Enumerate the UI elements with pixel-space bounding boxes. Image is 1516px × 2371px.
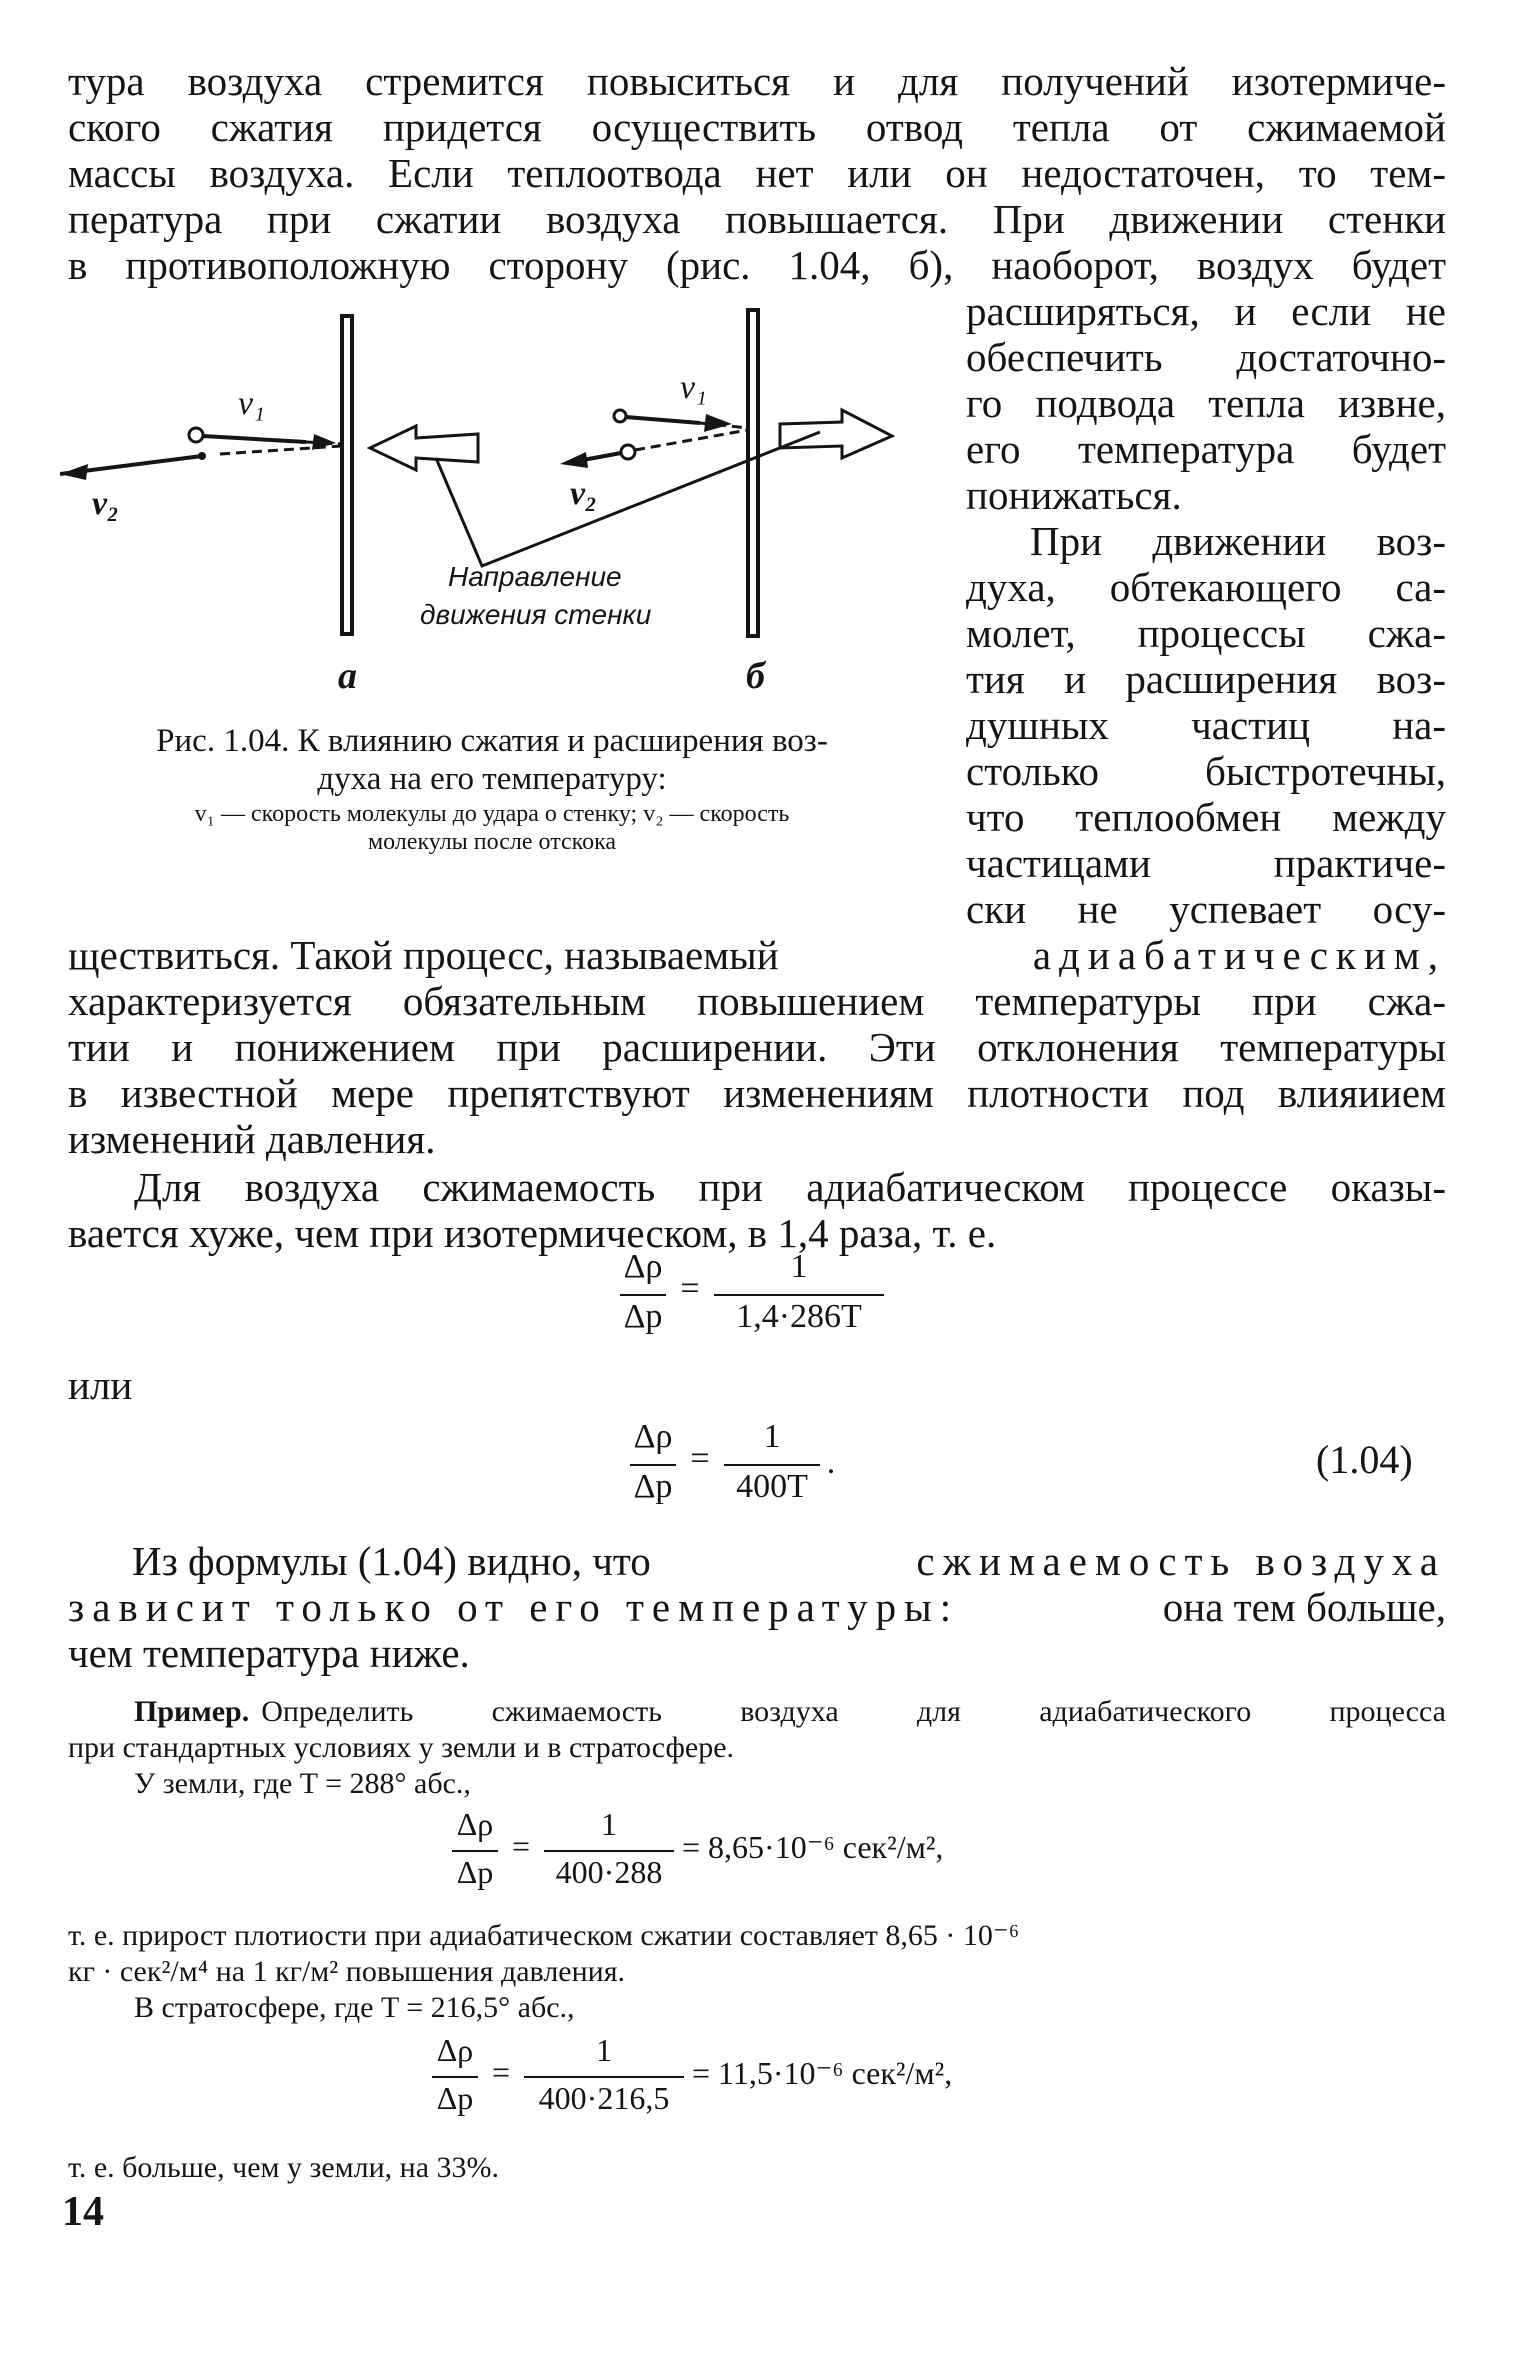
text-line: духа, обтекающего са-: [966, 564, 1446, 610]
example-line: т. е. больше, чем у земли, на 33%.: [68, 2151, 500, 2184]
eq2-num: Δρ: [633, 1418, 673, 1455]
eq2-rnum: 1: [763, 1418, 781, 1455]
text-line: го подвода тепла извне,: [966, 380, 1446, 426]
equation-4: [432, 2032, 1112, 2128]
text-line: молет, процессы сжа-: [966, 610, 1446, 656]
eq4-rnum: 1: [596, 2032, 612, 2068]
text-line: [68, 1584, 1446, 1630]
example-line: т. е. прирост плотиости при адиабатическом сжатии составляет 8,65 · 10⁻⁶: [68, 1919, 1020, 1952]
equation-1: [620, 1248, 940, 1348]
v2-a-dashed: [220, 446, 342, 454]
text-line: пература при сжатии воздуха повышается. При движении стенки: [68, 196, 1446, 242]
eq3-equals: =: [511, 1828, 531, 1864]
example-line: кг · сек²/м⁴ на 1 кг/м² повышения давления.: [68, 1955, 626, 1988]
eq4-bar: [432, 2076, 478, 2078]
v1-b-label: v₁: [680, 369, 707, 406]
text-line: чем температура ниже.: [68, 1630, 470, 1676]
eq3-rnum: 1: [601, 1806, 617, 1842]
v1-b-arrowhead: [704, 414, 732, 432]
label-a: а: [338, 655, 357, 697]
eq4-result: = 11,5·10⁻⁶ сек²/м²,: [692, 2055, 953, 2091]
example-line: В стратосфере, где T = 216,5° абс.,: [134, 1991, 575, 2024]
equation-2: [630, 1418, 890, 1518]
text-line: душных частиц на-: [966, 702, 1446, 748]
wall-b-direction-arrow: [780, 410, 892, 458]
equation-number: (1.04): [1316, 1437, 1413, 1482]
text-line: изменений давления.: [68, 1116, 436, 1162]
eq1-rbar: [714, 1294, 884, 1296]
text-line: что теплообмен между: [966, 794, 1446, 840]
page-number: 14: [62, 2189, 104, 2235]
eq4-rden: 400·216,5: [538, 2080, 670, 2116]
eq1-bar: [620, 1294, 666, 1296]
caption-legend-1: v₁ — скорость молекулы до удара о стенку; v₂ — скорость: [194, 801, 790, 827]
caption-legend-2: молекулы после отскока: [367, 829, 617, 855]
text-segment: Определить сжимаемость воздуха для адиабатического процесса: [261, 1695, 1446, 1728]
eq3-result: = 8,65·10⁻⁶ сек²/м²,: [682, 1829, 944, 1865]
term-adiabatic: адиабатическим,: [1032, 932, 1446, 978]
label-b: б: [746, 655, 765, 697]
text-line: характеризуется обязательным повышением температуры при сжа-: [68, 978, 1446, 1024]
direction-label-line1: Направление: [448, 561, 622, 592]
text-line: вается хуже, чем при изотермическом, в 1,4 раза, т. е.: [68, 1210, 997, 1256]
text-line: частицами практиче-: [966, 840, 1446, 886]
text-line: ского сжатия придется осуществить отвод тепла от сжимаемой: [68, 104, 1446, 150]
eq1-equals: =: [680, 1270, 700, 1307]
eq1-den: Δp: [623, 1298, 663, 1335]
v2-b-label: v₂: [570, 475, 597, 512]
text-line: понижаться.: [966, 472, 1182, 518]
text-line: тура воздуха стремится повыситься и для получений изотермиче-: [68, 58, 1446, 104]
text-line: его температура будет: [966, 426, 1446, 472]
text-line: [68, 932, 1446, 978]
eq2-den: Δp: [633, 1468, 673, 1505]
text-line: массы воздуха. Если теплоотвода нет или он недостаточен, то тем-: [68, 150, 1446, 196]
v2-b-arrowhead: [560, 452, 588, 468]
eq4-den: Δp: [436, 2080, 474, 2116]
wall-a: [342, 316, 352, 634]
text-line: Для воздуха сжимаемость при адиабатическом процессе оказы-: [134, 1164, 1446, 1210]
eq1-rnum: 1: [790, 1248, 808, 1285]
figure-caption: [62, 722, 922, 798]
v1-a-arrow: [203, 436, 306, 442]
eq2-equals: =: [690, 1440, 710, 1477]
wall-b: [748, 310, 758, 636]
text-line: [68, 1538, 1446, 1584]
text-line: в известной мере препятствуют изменениям плотности под влияиием: [68, 1070, 1446, 1116]
text-segment: Из формулы (1.04) видно, что: [132, 1538, 651, 1584]
figure-1-04: [60, 296, 920, 716]
v1-a-label: v₁: [238, 385, 265, 422]
emphasis-segment: зависит только от его температуры:: [68, 1584, 960, 1630]
figure-legend: [62, 800, 922, 856]
eq4-num: Δρ: [436, 2032, 474, 2068]
eq2-rbar: [724, 1464, 820, 1466]
text-segment: она тем больше,: [1162, 1584, 1446, 1630]
text-line: тии и понижением при расширении. Эти отклонения температуры: [68, 1024, 1446, 1070]
text-line: При движении воз-: [1030, 518, 1446, 564]
eq2-bar: [630, 1464, 676, 1466]
example-line: при стандартных условиях у земли и в стратосфере.: [68, 1731, 735, 1764]
text-line: ски не успевает осу-: [966, 886, 1446, 932]
eq2-rden: 400T: [736, 1468, 808, 1505]
v2-b-dashed: [635, 430, 748, 450]
example-label: Пример.: [134, 1695, 250, 1728]
v1-b-arrow: [626, 417, 700, 423]
example-line: У земли, где T = 288° абс.,: [134, 1767, 471, 1800]
eq3-bar: [452, 1850, 498, 1852]
eq3-rbar: [544, 1850, 674, 1852]
text-line: в противоположную сторону (рис. 1.04, б), наоборот, воздух будет: [68, 242, 1446, 288]
v2-a-label: v₂: [92, 485, 119, 522]
molecule-b-circle: [614, 410, 626, 422]
wall-a-direction-arrow: [370, 426, 478, 470]
text-line: или: [68, 1362, 133, 1408]
text-segment: ществиться. Такой процесс, называемый: [68, 932, 779, 978]
eq1-rden: 1,4·286T: [736, 1298, 862, 1335]
eq3-den: Δp: [456, 1854, 494, 1890]
eq4-rbar: [524, 2076, 684, 2078]
text-line: тия и расширения воз-: [966, 656, 1446, 702]
eq1-num: Δρ: [623, 1248, 663, 1285]
text-line: обеспечить достаточно-: [966, 334, 1446, 380]
example-line: [68, 1694, 1446, 1730]
text-line: расширяться, и если не: [966, 288, 1446, 334]
emphasis-segment: сжимаемость воздуха: [916, 1538, 1446, 1584]
text-line: столько быстротечны,: [966, 748, 1446, 794]
eq4-equals: =: [491, 2054, 511, 2090]
molecule-a-circle: [189, 428, 203, 442]
caption-title: Рис. 1.04. К влиянию сжатия и расширения воз-: [156, 723, 828, 759]
eq3-rden: 400·288: [555, 1854, 663, 1890]
direction-label-line2: движения стенки: [420, 599, 652, 630]
caption-title-2: духа на его температуру:: [317, 761, 667, 797]
equation-3: [452, 1806, 1092, 1902]
molecule-b-circle-2: [621, 445, 635, 459]
eq2-period: .: [826, 1444, 836, 1481]
eq3-num: Δρ: [456, 1806, 494, 1842]
